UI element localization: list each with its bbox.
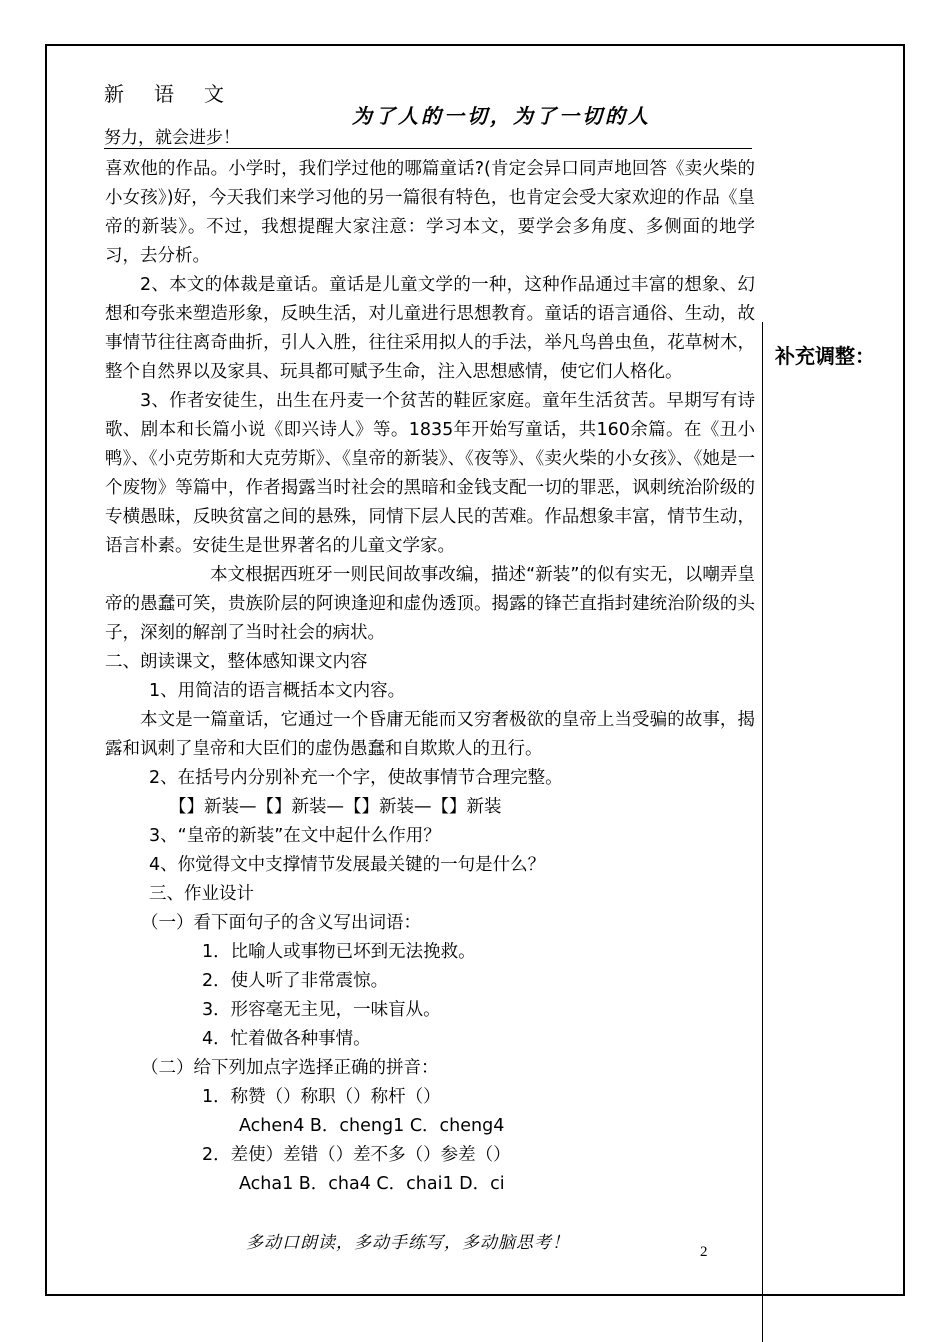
- exercise-item: 2．差使）差错（）差不多（）参差（）: [202, 1145, 511, 1165]
- paragraph: 2、本文的体裁是童话。童话是儿童文学的一种，这种作品通过丰富的想象、幻想和夸张来塑造形象，反映生活，对儿童进行思想教育。童话的语言通俗、生动，故事情节往往离奇曲折，引人入胜，往往采用拟人的手法，举凡鸟兽虫鱼，花草树木，整个自然界以及家具、玩具都可赋予生命，注入思想感情，使它们人格化。: [105, 275, 755, 382]
- exercise-options: Achen4 B．cheng1 C．cheng4: [239, 1116, 505, 1136]
- slogan: 为了人的一切，为了一切的人: [352, 104, 651, 128]
- exercise-options: Acha1 B．cha4 C．chai1 D．ci: [239, 1174, 505, 1194]
- supplement-label: 补充调整：: [775, 344, 875, 368]
- exercise-part: （一）看下面句子的含义写出词语：: [141, 913, 421, 933]
- question: 2、在括号内分别补充一个字，使故事情节合理完整。: [149, 768, 563, 788]
- section-heading: 二、朗读课文，整体感知课文内容: [105, 652, 368, 672]
- answer: 本文是一篇童话，它通过一个昏庸无能而又穷奢极欲的皇帝上当受骗的故事，揭露和讽刺了皇帝和大臣们的虚伪愚蠢和自欺欺人的丑行。: [105, 710, 755, 759]
- question: 4、你觉得文中支撑情节发展最关键的一句是什么？: [149, 855, 546, 875]
- paragraph: 喜欢他的作品。小学时，我们学过他的哪篇童话?(肯定会异口同声地回答《卖火柴的小女孩》)好，今天我们来学习他的另一篇很有特色，也肯定会受大家欢迎的作品《皇帝的新装》。不过，我想提醒大家注意：学习本文，要学会多角度、多侧面的地学习，去分析。: [105, 159, 755, 266]
- footer-slogan: 多动口朗读，多动手练写，多动脑思考！: [246, 1233, 570, 1253]
- header-rule: [104, 148, 752, 149]
- fill-blank-line: 【】新装—【】新装—【】新装—【】新装: [169, 797, 502, 817]
- exercise-item: 4．忙着做各种事情。: [202, 1029, 371, 1049]
- paragraph: 3、作者安徒生，出生在丹麦一个贫苦的鞋匠家庭。童年生活贫苦。早期写有诗歌、剧本和长篇小说《即兴诗人》等。1835年开始写童话，共160余篇。在《丑小鸭》、《小克劳斯和大克劳斯》、《皇帝的新装》、《夜等》、《卖火柴的小女孩》、《她是一个废物》等篇中，作者揭露当时社会的黑暗和金钱支配一切的罪恶，讽刺统治阶级的专横愚昧，反映贫富之间的悬殊，同情下层人民的苦难。作品想象丰富，情节生动，语言朴素。安徒生是世界著名的儿童文学家。: [105, 391, 755, 556]
- exercise-item: 1．称赞（）称职（）称杆（）: [202, 1087, 441, 1107]
- exercise-item: 1．比喻人或事物已坏到无法挽救。: [202, 942, 476, 962]
- motto: 努力，就会进步！: [104, 128, 240, 148]
- side-column-divider: [762, 322, 763, 1342]
- exercise-item: 2．使人听了非常震惊。: [202, 971, 389, 991]
- page-number: 2: [700, 1244, 708, 1260]
- subject-title: 新语文: [104, 82, 254, 106]
- section-heading: 三、作业设计: [149, 884, 254, 904]
- paragraph: 本文根据西班牙一则民间故事改编，描述“新装”的似有实无，以嘲弄皇帝的愚蠢可笑，贵族阶层的阿谀逢迎和虚伪透顶。揭露的锋芒直指封建统治阶级的头子，深刻的解剖了当时社会的病状。: [105, 565, 755, 643]
- exercise-item: 3．形容毫无主见，一味盲从。: [202, 1000, 441, 1020]
- question: 3、“皇帝的新装”在文中起什么作用？: [149, 826, 441, 846]
- lesson-body: [105, 155, 755, 1199]
- exercise-part: （二）给下列加点字选择正确的拼音：: [141, 1058, 439, 1078]
- question: 1、用简洁的语言概括本文内容。: [149, 681, 406, 701]
